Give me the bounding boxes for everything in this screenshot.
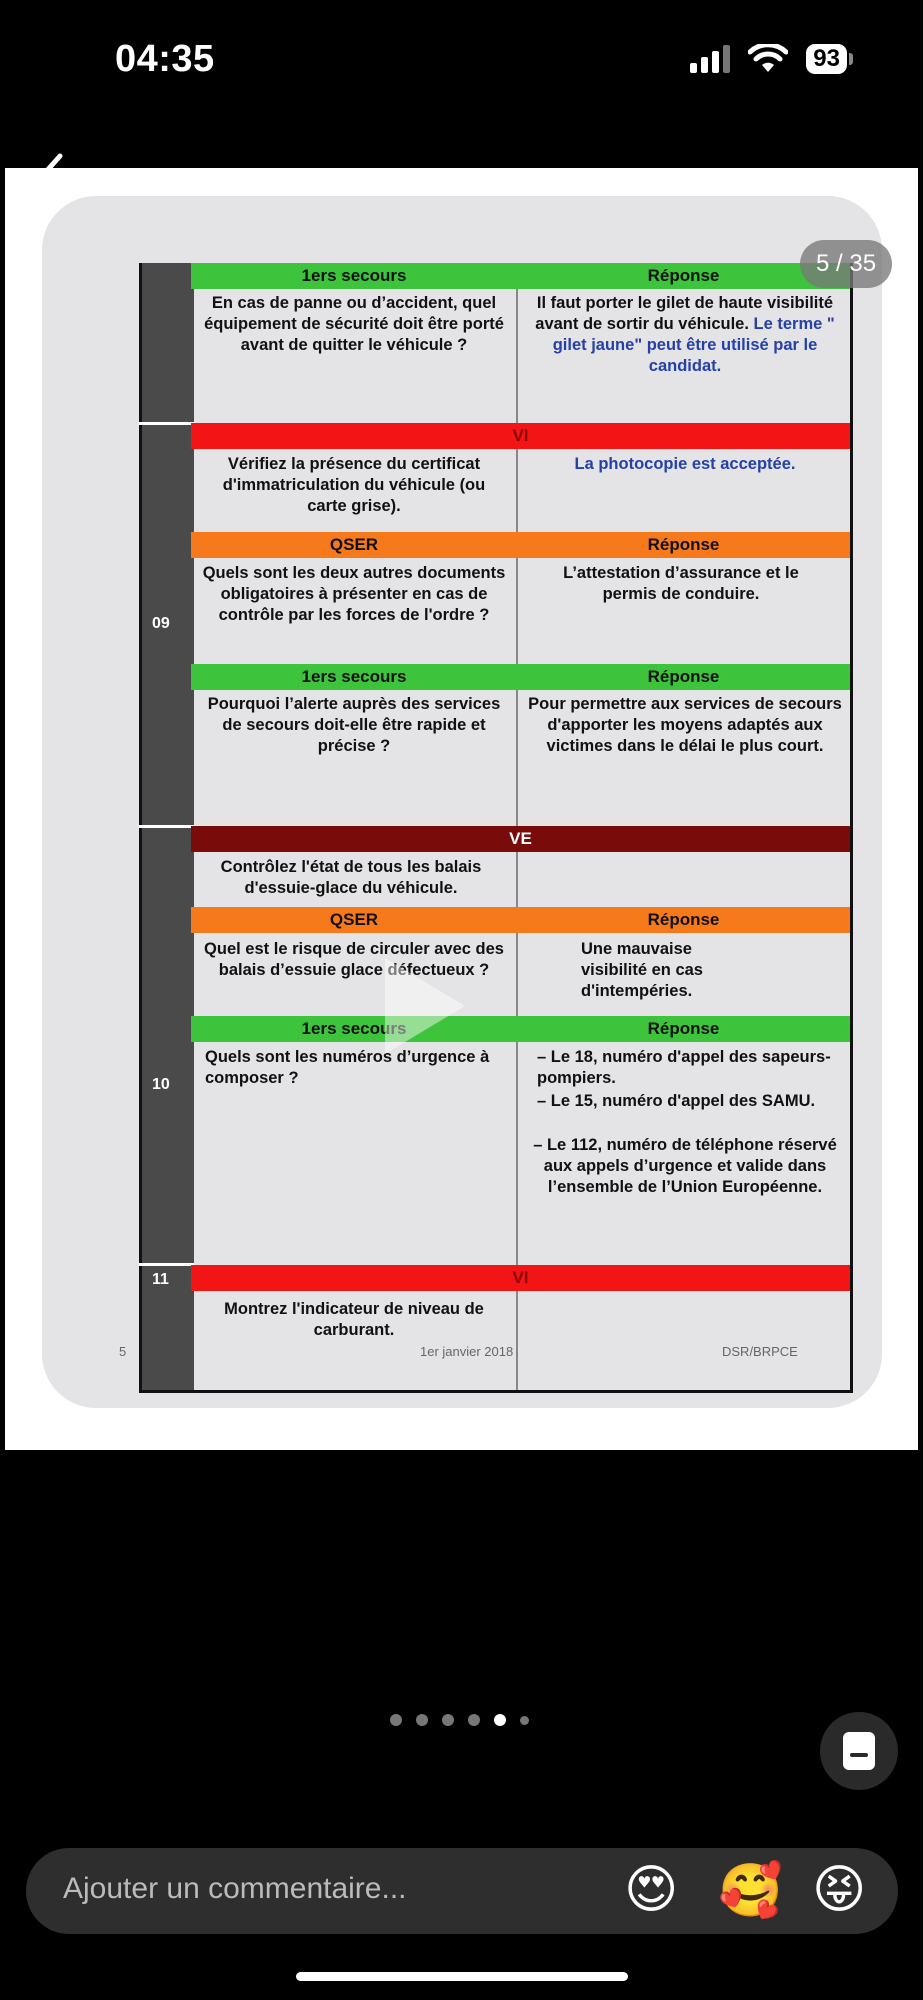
bar-vi-09: VI: [191, 423, 850, 449]
answer-gilet-part-b: Le terme " gilet jaune" peut être utilisé par le candidat.: [552, 315, 835, 375]
header-secours-10: 1ers secours: [191, 1016, 517, 1042]
carousel-dot[interactable]: [442, 1714, 454, 1726]
answer-visibilite: Une mauvaise visibilité en cas d'intempéries.: [581, 940, 703, 1000]
header-reponse-secours-09: Réponse: [517, 664, 850, 690]
answer-numeros-15: – Le 15, numéro d'appel des SAMU.: [537, 1092, 816, 1110]
question-risque: Quel est le risque de circuler avec des balais d’essuie glace défectueux ?: [204, 940, 504, 979]
answer-documents: L’attestation d’assurance et le permis de conduire.: [563, 564, 799, 603]
carousel-dot-active[interactable]: [494, 1714, 506, 1726]
signal-icon: [690, 45, 730, 73]
document-page: [42, 196, 882, 1408]
play-icon[interactable]: [385, 958, 465, 1054]
header-secours-09: 1ers secours: [191, 664, 517, 690]
image-viewer[interactable]: [5, 168, 918, 1450]
answer-gilet-part-a: Il faut porter le gilet de haute visibilité avant de sortir du véhicule.: [535, 294, 834, 333]
comment-bar[interactable]: [26, 1848, 898, 1934]
carousel-dot[interactable]: [520, 1716, 529, 1725]
header-reponse-secours-10: Réponse: [517, 1016, 850, 1042]
question-carte-grise: Vérifiez la présence du certificat d'immatriculation du véhicule (ou carte grise).: [222, 455, 486, 515]
row-number-09: 09: [152, 615, 170, 632]
header-qser-09: QSER: [191, 532, 517, 558]
header-1ers-secours: 1ers secours: [191, 263, 517, 289]
question-gilet: En cas de panne ou d’accident, quel équipement de sécurité doit être porté avant de quitter le véhicule ?: [204, 294, 504, 354]
answer-gilet: [525, 293, 845, 377]
header-qser-10: QSER: [191, 907, 517, 933]
home-indicator[interactable]: [296, 1972, 628, 1981]
footer-page-number: 5: [119, 1344, 127, 1359]
status-time: 04:35: [115, 38, 215, 80]
heart-eyes-emoji-icon[interactable]: 😍: [624, 1861, 679, 1919]
question-carburant: Montrez l'indicateur de niveau de carburant.: [224, 1300, 484, 1339]
carousel-dot[interactable]: [416, 1714, 428, 1726]
header-reponse-qser-10: Réponse: [517, 907, 850, 933]
caption-button[interactable]: [820, 1712, 898, 1790]
wifi-icon: [748, 44, 788, 74]
question-numeros: Quels sont les numéros d’urgence à composer ?: [205, 1048, 490, 1087]
battery-indicator: [806, 44, 853, 74]
answer-numeros-18: – Le 18, numéro d'appel des sapeurs-pompiers.: [537, 1048, 831, 1087]
row-number-10: 10: [152, 1076, 170, 1093]
answer-numeros-112: – Le 112, numéro de téléphone réservé aux appels d’urgence et valide dans l’ensemble de l’Union Européenne.: [533, 1136, 837, 1196]
header-reponse: Réponse: [517, 263, 850, 289]
smiling-hearts-emoji-icon[interactable]: 🥰: [718, 1862, 783, 1920]
answer-photocopie: La photocopie est acceptée.: [574, 455, 796, 473]
question-essuie-glace: Contrôlez l'état de tous les balais d'essuie-glace du véhicule.: [220, 858, 482, 897]
comment-input[interactable]: Ajouter un commentaire...: [63, 1872, 407, 1905]
question-alerte: Pourquoi l’alerte auprès des services de secours doit-elle être rapide et précise ?: [207, 695, 501, 755]
status-icons: [690, 44, 853, 74]
bar-vi-11: VI: [191, 1265, 850, 1291]
carousel-dot[interactable]: [468, 1714, 480, 1726]
caption-icon: [820, 1712, 898, 1790]
carousel-dot[interactable]: [390, 1714, 402, 1726]
footer-organisation: DSR/BRPCE: [722, 1344, 798, 1359]
footer-date: 1er janvier 2018: [420, 1344, 514, 1359]
answer-alerte: Pour permettre aux services de secours d'apporter les moyens adaptés aux victimes dans le délai le plus court.: [528, 695, 842, 755]
row-number-11: 11: [152, 1271, 169, 1288]
question-documents: Quels sont les deux autres documents obligatoires à présenter en cas de contrôle par les forces de l'ordre ?: [202, 564, 506, 624]
carousel-dots: [390, 1714, 529, 1726]
document-main: [191, 263, 850, 1390]
header-reponse-qser-09: Réponse: [517, 532, 850, 558]
image-counter: 5 / 35: [800, 240, 892, 288]
document-table: [139, 263, 853, 1393]
squinting-tongue-emoji-icon[interactable]: 😝: [812, 1861, 867, 1919]
battery-level: 93: [806, 44, 847, 74]
bar-ve-10: VE: [191, 826, 850, 852]
